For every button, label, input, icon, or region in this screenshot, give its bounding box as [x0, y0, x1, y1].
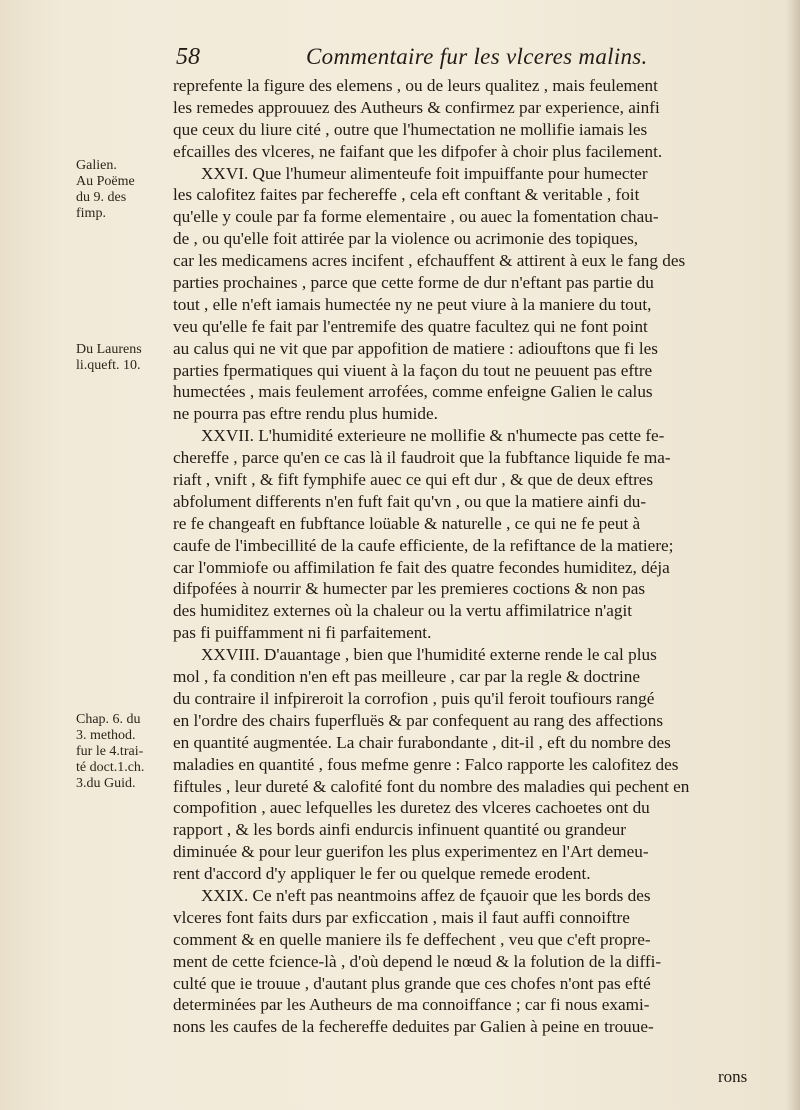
text-line: re fe changeaft en fubftance loüable & naturelle , ce qui ne fe peut à [173, 513, 641, 533]
text-line: les remedes approuuez des Autheurs & confirmez par experience, ainfi [173, 97, 660, 117]
margin-note-line: Chap. 6. du [76, 712, 141, 727]
margin-note-line: 3. method. [76, 728, 136, 743]
text-line: parties prochaines , parce que cette forme de dur n'eftant pas partie du [173, 273, 654, 293]
margin-note-line: Du Laurens [76, 342, 142, 357]
text-line: parties fpermatiques qui viuent à la façon du tout ne peuuent pas eftre [173, 360, 653, 380]
catchword: rons [718, 1067, 748, 1086]
text-line: efcailles des vlceres, ne faifant que les difpofer à choir plus facilement. [173, 141, 663, 161]
text-line: XXVI. Que l'humeur alimenteufe foit impuiffante pour humecter [201, 163, 648, 183]
text-line: ment de cette fcience-là , d'où depend le nœud & la folution de la diffi- [173, 951, 662, 971]
text-line: culté que ie trouue , d'autant plus grande que ces chofes n'ont pas efté [173, 973, 651, 993]
margin-note-line: Galien. [76, 158, 117, 173]
margin-note-line: li.queft. 10. [76, 358, 141, 373]
text-line: caufe de l'imbecillité de la caufe efficiente, de la refiftance de la matiere; [173, 535, 674, 555]
text-line: rent d'accord d'y appliquer le fer ou quelque remede erodent. [173, 864, 591, 884]
text-line: veu qu'elle fe fait par l'entremife des quatre facultez qui ne font point [173, 316, 648, 336]
running-title: Commentaire fur les vlceres malins. [306, 44, 648, 69]
text-line: tout , elle n'eft iamais humectée ny ne peut viure à la maniere du tout, [173, 294, 652, 314]
text-line: des humiditez externes où la chaleur ou la vertu affimilatrice n'agit [173, 601, 633, 621]
margin-note-line: 3.du Guid. [76, 776, 136, 791]
text-line: en l'ordre des chairs fuperfluës & par confequent au rang des affections [173, 710, 664, 730]
margin-note-line: du 9. des [76, 190, 127, 205]
text-line: de , ou qu'elle foit attirée par la violence ou acrimonie des topiques, [173, 229, 639, 249]
text-line: au calus qui ne vit que par appofition de matiere : adiouftons que fi les [173, 338, 658, 358]
margin-note-chap-guid [76, 712, 176, 792]
text-line: car l'ommiofe ou affimilation fe fait des quatre fecondes humiditez, déja [173, 557, 670, 577]
text-line: compofition , auec lefquelles les duretez des vlceres cachoetes ont du [173, 798, 650, 818]
text-line: car les medicamens acres incifent , efchauffent & attirent à eux le fang des [173, 251, 686, 271]
text-line: fiftules , leur dureté & calofité font du nombre des maladies qui pechent en [173, 776, 690, 796]
text-line: rapport , & les bords ainfi endurcis infinuent quantité ou grandeur [173, 820, 626, 840]
page-header [176, 42, 788, 74]
text-line: determinées par les Autheurs de ma connoiffance ; car fi nous exami- [173, 995, 650, 1015]
text-line: reprefente la figure des elemens , ou de leurs qualitez , mais feulement [173, 76, 658, 95]
margin-note-line: Au Poëme [76, 174, 135, 189]
text-line: du contraire il infpireroit la corrofion , puis qu'il feroit toufiours rangé [173, 688, 655, 708]
text-line: XXIX. Ce n'eft pas neantmoins affez de fçauoir que les bords des [201, 885, 651, 905]
text-line: pas fi puiffamment ni fi parfaitement. [173, 623, 432, 643]
text-line: vlceres font faits durs par exficcation , mais il faut auffi connoiftre [173, 907, 630, 927]
text-line: maladies en quantité , fous mefme genre : Falco rapporte les calofitez des [173, 754, 679, 774]
margin-note-line: fur le 4.trai- [76, 744, 144, 759]
text-line: nons les caufes de la fechereffe deduites par Galien à peine en trouue- [173, 1017, 654, 1037]
text-line: XXVIII. D'auantage , bien que l'humidité externe rende le cal plus [201, 645, 657, 665]
text-line: en quantité augmentée. La chair furabondante , dit-il , eft du nombre des [173, 732, 671, 752]
text-line: humectées , mais feulement arrofées, comme enfeigne Galien le calus [173, 382, 653, 402]
text-line: comment & en quelle maniere ils fe deffechent , veu que c'eft propre- [173, 929, 651, 949]
body-text [173, 75, 791, 1038]
text-line: difpofées à nourrir & humecter par les premieres coctions & non pas [173, 579, 646, 599]
text-line: les calofitez faites par fechereffe , cela eft conftant & veritable , foit [173, 185, 640, 205]
margin-note-line: fimp. [76, 206, 106, 221]
margin-note-line: té doct.1.ch. [76, 760, 145, 775]
text-line: qu'elle y coule par fa forme elementaire , ou auec la fomentation chau- [173, 207, 659, 227]
margin-note-galien [76, 158, 176, 222]
text-line: abfolument differents n'en fuft fait qu'vn , ou que la matiere ainfi du- [173, 491, 647, 511]
text-line: que ceux du liure cité , outre que l'humectation ne mollifie iamais les [173, 119, 648, 139]
text-line: mol , fa condition n'en eft pas meilleure , car par la regle & doctrine [173, 667, 640, 687]
page-edge-shadow [786, 0, 800, 1110]
margin-note-du-laurens [76, 342, 176, 374]
text-line: chereffe , parce qu'en ce cas là il faudroit que la fubftance liquide fe ma- [173, 448, 671, 468]
page-number: 58 [176, 44, 200, 70]
text-line: ne pourra pas eftre rendu plus humide. [173, 404, 438, 424]
text-line: XXVII. L'humidité exterieure ne mollifie & n'humecte pas cette fe- [201, 426, 665, 446]
text-line: diminuée & pour leur guerifon les plus experimentez en l'Art demeu- [173, 842, 649, 862]
text-line: riaft , vnift , & fift fymphife auec ce qui eft dur , & que de deux eftres [173, 470, 654, 490]
